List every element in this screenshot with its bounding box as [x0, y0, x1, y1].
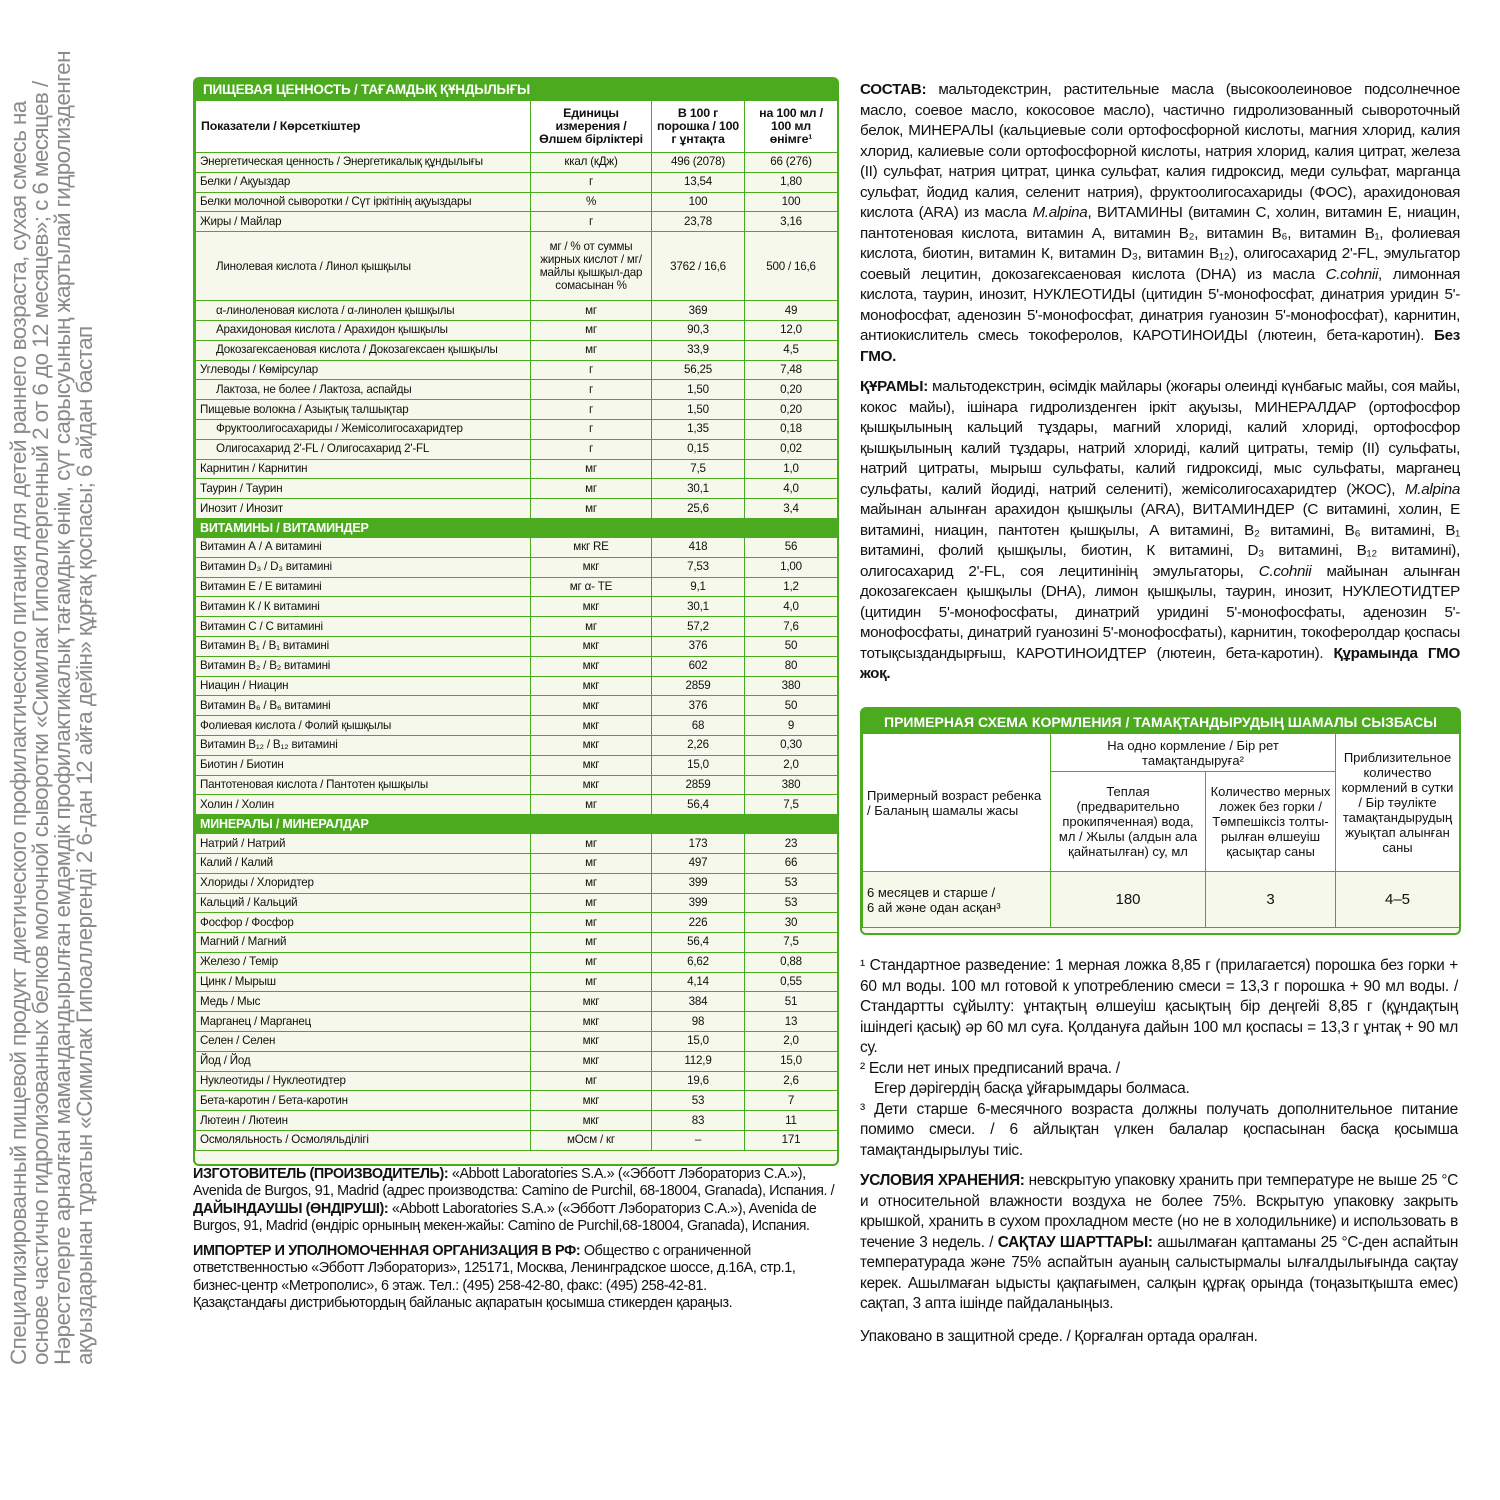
composition-ru-gmo: Без ГМО.: [860, 327, 1460, 365]
nutrient-name: Энергетическая ценность / Энергетикалық құндылығы: [196, 153, 531, 173]
nutrient-name: Бета-каротин / Бета-каротин: [196, 1091, 531, 1111]
composition-ru-text-c: , лимонная кислота, таурин, инозит, НУКЛЕОТИДЫ (цитидин 5'-монофосфат, динатрия уридин 5'-монофосфат, аденозин 5'-монофосфат, динатрия гуанозин 5'-монофосфат), карнитин, антиокислитель смесь токоферолов, КАРОТИНОИДЫ (лютеин, бета-каротин).: [860, 265, 1460, 344]
nutrient-per-100g: 1,50: [652, 400, 745, 420]
side-line-4: ақуыздарынан тұратын «Симилак Гипоаллергенді 2 6-дан 12 айға дейін» құрғақ қоспасы; 6 айдан бастап: [72, 326, 97, 1365]
nutrient-unit: мг α- TE: [531, 577, 652, 597]
nutrient-name: Медь / Мыс: [196, 992, 531, 1012]
nutrient-unit: мОсм / кг: [531, 1131, 652, 1151]
nutrient-name: Инозит / Инозит: [196, 499, 531, 519]
nutrient-per-100g: 68: [652, 716, 745, 736]
nutrient-per-100ml: 1,00: [745, 557, 838, 577]
nutrient-name: Витамин D₃ / D₃ витамині: [196, 557, 531, 577]
table-row: [196, 400, 838, 420]
nutrient-per-100g: 15,0: [652, 755, 745, 775]
nutrient-per-100g: 112,9: [652, 1051, 745, 1071]
feeding-per-feed-header: На одно кормление / Бір рет тамақтандыруға²: [1051, 734, 1336, 772]
nutrient-per-100ml: 49: [745, 301, 838, 321]
nutrient-per-100g: 226: [652, 913, 745, 933]
table-row: [196, 597, 838, 617]
header-unit: Единицы измерения / Өлшем бірліктері: [531, 101, 652, 153]
nutrient-name: Лютеин / Лютеин: [196, 1111, 531, 1131]
nutrient-unit: г: [531, 212, 652, 232]
nutrient-name: Осмоляльность / Осмоляльділігі: [196, 1131, 531, 1151]
nutrient-per-100ml: 80: [745, 656, 838, 676]
producer-label: ДАЙЫНДАУШЫ (ӨНДІРУШІ):: [193, 1200, 389, 1217]
nutrient-unit: мг: [531, 952, 652, 972]
manufacturer-text: «Abbott Laboratories S.A.» («Эбботт Лэбораториз С.А.»), Avenida de Burgos, 91, Madrid (адрес производства: Camino de Purchil, 68-18004, Granada), Испания. /: [193, 1166, 835, 1200]
nutrient-per-100g: 2859: [652, 676, 745, 696]
nutrient-unit: мкг: [531, 716, 652, 736]
nutrient-per-100ml: 13: [745, 1012, 838, 1032]
feeding-spoons-value: 3: [1206, 872, 1336, 928]
table-row: [196, 537, 838, 557]
nutrient-per-100g: 376: [652, 696, 745, 716]
composition-ru-text-b: , ВИТАМИНЫ (витамин С, холин, витамин Е, ниацин, пантотеновая кислота, витамин А, витамин В₂, витамин В₆, витамин В₁, фолиевая кислота, биотин, витамин К, витамин D₃, витамин В₁₂), олигосахарид 2'-FL, эмульгатор соевый лецитин, докозагексаеновая кислота (DHA) из масла: [860, 204, 1460, 283]
nutrient-per-100g: 30,1: [652, 597, 745, 617]
importer-label: ИМПОРТЕР И УПОЛНОМОЧЕННАЯ ОРГАНИЗАЦИЯ В РФ:: [193, 1243, 581, 1260]
nutrient-per-100g: 399: [652, 893, 745, 913]
manufacturer-paragraph: [193, 1166, 838, 1235]
nutrient-name: Марганец / Марганец: [196, 1012, 531, 1032]
section-row: [196, 518, 838, 537]
footnote-1: ¹ Стандартное разведение: 1 мерная ложка 8,85 г (прилагается) порошка без горки + 60 мл воды. 100 мл готовой к употреблению смеси = 13,3 г порошка + 90 мл воды. / Стандартты сұйылту: ұнтақтың өлшеуіш қасықтың бір деңгейі 8,85 г (құндақтың ішіндегі қасық) әр 60 мл суға. Қолдануға дайын 100 мл қоспасы = 13,3 г ұнтақ + 90 мл су.: [860, 957, 1458, 1056]
nutrient-unit: мг: [531, 853, 652, 873]
nutrient-per-100g: 173: [652, 834, 745, 854]
storage-kz-text: ашылмаған қаптаманы 25 °С-ден аспайтын температурада және 75% аспайтын ауаның салыстырмалы ылғалдылығында сақтау керек. Ашылмаған ыдысты қақпағымен, салқын құрғақ орында (тоңазытқышта емес) сақтап, 3 апта ішінде пайдаланыңыз.: [860, 1233, 1458, 1312]
nutrient-unit: г: [531, 380, 652, 400]
importer-paragraph: [193, 1243, 838, 1312]
feeding-age-header: Примерный возраст ребенка / Баланың шамалы жасы: [863, 734, 1051, 872]
nutrient-per-100ml: 51: [745, 992, 838, 1012]
table-row: [196, 636, 838, 656]
composition-block: [860, 80, 1460, 695]
nutrient-name: Нуклеотиды / Нуклеотидтер: [196, 1071, 531, 1091]
nutrient-per-100g: 2859: [652, 775, 745, 795]
nutrient-per-100ml: 171: [745, 1131, 838, 1151]
composition-kz-label: ҚҰРАМЫ:: [860, 378, 928, 395]
packed-note: Упаковано в защитной среде. / Қорғалған ортада оралған.: [860, 1327, 1258, 1345]
table-row: [196, 656, 838, 676]
nutrient-per-100ml: 15,0: [745, 1051, 838, 1071]
nutrient-per-100g: 100: [652, 192, 745, 212]
nutrient-unit: г: [531, 439, 652, 459]
nutrient-per-100ml: 4,5: [745, 340, 838, 360]
table-row: [196, 192, 838, 212]
nutrient-name: Холин / Холин: [196, 795, 531, 815]
nutrient-unit: мг: [531, 873, 652, 893]
nutrient-per-100ml: 7,6: [745, 617, 838, 637]
nutrient-per-100g: 13,54: [652, 172, 745, 192]
nutrient-per-100g: 98: [652, 1012, 745, 1032]
nutrient-per-100ml: 30: [745, 913, 838, 933]
nutrient-unit: мкг: [531, 597, 652, 617]
nutrient-name: Пантотеновая кислота / Пантотен қышқылы: [196, 775, 531, 795]
nutrient-per-100ml: 7,48: [745, 360, 838, 380]
table-row: [196, 617, 838, 637]
nutrient-name: Белки молочной сыворотки / Сүт іркітінің ақуыздары: [196, 192, 531, 212]
table-row: [196, 499, 838, 519]
nutrient-name: Витамин С / С витамині: [196, 617, 531, 637]
nutrient-unit: мг: [531, 320, 652, 340]
header-per-100ml: на 100 мл / 100 мл өнімге¹: [745, 101, 838, 153]
nutrient-per-100g: 399: [652, 873, 745, 893]
feeding-water-value: 180: [1051, 872, 1206, 928]
table-row: [196, 913, 838, 933]
footnote-2b: Егер дәрігердің басқа ұйғарымдары болмаса.: [874, 1080, 1190, 1097]
table-row: [196, 1111, 838, 1131]
nutrient-per-100ml: 50: [745, 696, 838, 716]
nutrient-per-100g: 602: [652, 656, 745, 676]
nutrient-per-100ml: 1,80: [745, 172, 838, 192]
composition-kz-italic-2: C.cohnii: [1258, 562, 1312, 580]
nutrient-per-100ml: 11: [745, 1111, 838, 1131]
nutrient-per-100ml: 2,6: [745, 1071, 838, 1091]
side-product-description: [6, 51, 168, 1365]
nutrient-unit: г: [531, 419, 652, 439]
nutrient-unit: мг: [531, 459, 652, 479]
nutrient-name: Докозагексаеновая кислота / Докозагексаен қышқылы: [196, 340, 531, 360]
feeding-title: ПРИМЕРНАЯ СХЕМА КОРМЛЕНИЯ / ТАМАҚТАНДЫРУДЫҢ ШАМАЛЫ СЫЗБАСЫ: [862, 709, 1459, 733]
nutrient-name: Биотин / Биотин: [196, 755, 531, 775]
nutrient-per-100ml: 4,0: [745, 597, 838, 617]
nutrient-per-100g: 9,1: [652, 577, 745, 597]
nutrient-name: Витамин В₁ / В₁ витамині: [196, 636, 531, 656]
side-line-3: Нәрестелерге арналған мамандандырылған емдәмдік профилактикалық тағамдық өнім, сүт сарысуының жартылай гидролизденген: [50, 51, 75, 1365]
nutrient-unit: мг: [531, 301, 652, 321]
table-row: [196, 212, 838, 232]
feeding-scheme-table: [860, 707, 1461, 935]
nutrient-per-100ml: 3,16: [745, 212, 838, 232]
nutrient-unit: мг: [531, 795, 652, 815]
storage-kz-label: САҚТАУ ШАРТТАРЫ:: [997, 1233, 1153, 1251]
nutrient-per-100ml: 2,0: [745, 1032, 838, 1052]
nutrient-unit: г: [531, 360, 652, 380]
nutrient-per-100g: 19,6: [652, 1071, 745, 1091]
storage-block: [860, 1171, 1458, 1359]
nutrient-per-100g: 497: [652, 853, 745, 873]
nutrient-per-100g: 1,50: [652, 380, 745, 400]
table-row: [196, 419, 838, 439]
nutrient-name: Витамин В₁₂ / В₁₂ витамині: [196, 735, 531, 755]
nutrient-unit: мкг: [531, 1051, 652, 1071]
table-row: [196, 952, 838, 972]
nutrient-unit: мг: [531, 479, 652, 499]
table-row: [196, 577, 838, 597]
nutrient-per-100ml: 1,0: [745, 459, 838, 479]
footnotes: [860, 956, 1458, 1161]
nutrient-name: Фолиевая кислота / Фолий қышқылы: [196, 716, 531, 736]
nutrition-table: [193, 77, 839, 1166]
composition-kz-text-c: майынан алынған докозагексаен қышқылы (DHA), лимон қышқылы, таурин, инозит, НУКЛЕОТИДТЕР (цитидин 5'-монофосфаты, динатрий уридині 5'-монофосфаты, аденозин 5'-монофосфаты, динатрий гуанозині 5'-монофосфаты), карнитин, токоферолдар қоспасы тотықсыздандырғыш, КАРОТИНОИДТЕР (лютеин, бета-каротин).: [860, 562, 1460, 662]
nutrient-per-100g: 56,4: [652, 933, 745, 953]
distributor-note: Қазақстандағы дистрибьютордың байланыс ақпаратын қосымша стикерден қараңыз.: [193, 1295, 733, 1312]
feeding-spoons-header: Количество мерных ложек без горки / Төмпешіксіз толты-рылған өлшеуіш қасықтар саны: [1206, 772, 1336, 872]
nutrient-unit: мкг: [531, 557, 652, 577]
table-row: [196, 232, 838, 301]
feeding-count-header: Приблизительное количество кормлений в сутки / Бір тәулікте тамақтандырудың жуықтап алынған саны: [1336, 734, 1460, 872]
feeding-age-value-b: 6 ай және одан асқан³: [867, 899, 1001, 915]
nutrient-name: Хлориды / Хлоридтер: [196, 873, 531, 893]
nutrient-name: Жиры / Майлар: [196, 212, 531, 232]
minerals-section-title: МИНЕРАЛЫ / МИНЕРАЛДАР: [196, 815, 838, 834]
composition-ru: [860, 80, 1460, 367]
nutrient-unit: мг: [531, 499, 652, 519]
table-row: [196, 775, 838, 795]
nutrient-unit: мкг: [531, 1091, 652, 1111]
nutrient-per-100ml: 56: [745, 537, 838, 557]
nutrient-name: Углеводы / Көмірсулар: [196, 360, 531, 380]
nutrient-per-100g: 384: [652, 992, 745, 1012]
nutrient-unit: мг: [531, 933, 652, 953]
nutrient-per-100ml: 380: [745, 676, 838, 696]
composition-kz-text-a: мальтодекстрин, өсімдік майлары (жоғары олеинді күнбағыс майы, соя майы, кокос майы), ішінара гидролизденген іркіт ақуызы, МИНЕРАЛДАР (ортофосфор қышқылының кальций тұздары, магний хлориді, калий хлориді, ортофосфор қышқылының калий тұздары, натрий хлориді, калий цитраты, темір (II) сульфаты, натрий цитраты, мырыш сульфаты, калий гидроксиді, мыс сульфаты, марганец сульфаты, калий йодиді, натрий селениті), жемісолигосахаридтер (ЖОС),: [860, 378, 1460, 498]
composition-kz-gmo: Құрамында ГМО жоқ.: [860, 644, 1460, 682]
nutrient-per-100g: 0,15: [652, 439, 745, 459]
producer-text: «Abbott Laboratories S.A.» («Эбботт Лэбораториз С.А.»), Avenida de Burgos, 91, Madrid (өндіріс орнының мекен-жайы: Camino de Purchil,68-18004, Granada), Испания.: [193, 1200, 817, 1234]
table-row: [196, 1091, 838, 1111]
nutrient-name: Цинк / Мырыш: [196, 972, 531, 992]
nutrient-name: Пищевые волокна / Азықтық талшықтар: [196, 400, 531, 420]
table-row: [196, 153, 838, 173]
table-row: [196, 735, 838, 755]
nutrient-name: α-линоленовая кислота / α-линолен қышқылы: [196, 301, 531, 321]
manufacturer-block: [193, 1166, 838, 1320]
composition-ru-italic-1: M.alpina: [1032, 204, 1088, 221]
nutrient-per-100ml: 7,5: [745, 933, 838, 953]
nutrient-per-100g: 83: [652, 1111, 745, 1131]
nutrient-per-100g: 90,3: [652, 320, 745, 340]
composition-kz-text-b: майынан алынған арахидон қышқылы (ARA), ВИТАМИНДЕР (С витамині, холин, Е витамині, ниацин, пантотен қышқылы, А витамині, В₂ витамині, В₆ витамині, В₁ витамині, фолий қышқылы, биотин, К витамині, D₃ витамині, В₁₂ витамині), олигосахарид 2'-FL, соя лецитинінің эмульгаторы,: [860, 501, 1460, 580]
table-row: [196, 1012, 838, 1032]
nutrient-per-100ml: 66: [745, 853, 838, 873]
nutrient-unit: мг: [531, 834, 652, 854]
table-row: [196, 834, 838, 854]
table-row: [196, 479, 838, 499]
nutrient-name: Ниацин / Ниацин: [196, 676, 531, 696]
nutrient-per-100ml: 2,0: [745, 755, 838, 775]
nutrient-unit: мкг: [531, 992, 652, 1012]
nutrient-name: Витамин В₂ / В₂ витамині: [196, 656, 531, 676]
nutrient-per-100g: 3762 / 16,6: [652, 232, 745, 301]
nutrient-per-100g: 57,2: [652, 617, 745, 637]
nutrient-per-100ml: 53: [745, 893, 838, 913]
nutrient-name: Витамин К / К витамині: [196, 597, 531, 617]
table-row: [196, 301, 838, 321]
feeding-age-value: [863, 872, 1051, 928]
table-row: [196, 933, 838, 953]
nutrient-per-100ml: 1,2: [745, 577, 838, 597]
feeding-count-value: 4–5: [1336, 872, 1460, 928]
table-row: [196, 1131, 838, 1151]
nutrient-per-100ml: 9: [745, 716, 838, 736]
nutrient-per-100g: 56,25: [652, 360, 745, 380]
footnote-3: ³ Дети старше 6-месячного возраста должны получать дополнительное питание помимо смеси. / 6 айлықтан үлкен балалар қоспасынан басқа қосымша тамақтандырылуы тиіс.: [860, 1100, 1458, 1159]
feeding-age-value-a: 6 месяцев и старше /: [867, 884, 996, 900]
nutrient-name: Йод / Йод: [196, 1051, 531, 1071]
table-row: [196, 676, 838, 696]
importer-text: Общество с ограниченной ответственностью «Эбботт Лэбораториз», 125171, Москва, Ленинградское шоссе, д.16А, стр.1, бизнес-центр «Метрополис», 6 этаж. Тел.: (495) 258-42-80, факс: (495) 258-42-81.: [193, 1243, 796, 1294]
table-row: [196, 340, 838, 360]
nutrient-per-100ml: 66 (276): [745, 153, 838, 173]
nutrient-per-100g: 418: [652, 537, 745, 557]
table-row: [196, 172, 838, 192]
header-per-100g: В 100 г порошка / 100 г ұнтақта: [652, 101, 745, 153]
nutrient-per-100ml: 23: [745, 834, 838, 854]
nutrient-unit: мкг: [531, 755, 652, 775]
nutrition-title: ПИЩЕВАЯ ЦЕННОСТЬ / ТАҒАМДЫҚ ҚҰНДЫЛЫҒЫ: [195, 79, 837, 100]
nutrient-per-100ml: 0,30: [745, 735, 838, 755]
nutrient-per-100g: 1,35: [652, 419, 745, 439]
nutrient-per-100g: 25,6: [652, 499, 745, 519]
storage-ru-text: невскрытую упаковку хранить при температуре не выше 25 °С и относительной влажности воздуха не более 75%. Вскрытую упаковку закрыть крышкой, хранить в сухом прохладном месте (но не в холодильнике) и использовать в течение 3 недель. /: [860, 1172, 1458, 1251]
nutrient-per-100g: –: [652, 1131, 745, 1151]
table-row: [196, 873, 838, 893]
nutrient-unit: мкг: [531, 775, 652, 795]
nutrient-per-100ml: 4,0: [745, 479, 838, 499]
nutrient-name: Калий / Калий: [196, 853, 531, 873]
nutrient-unit: мкг: [531, 1012, 652, 1032]
nutrient-name: Селен / Селен: [196, 1032, 531, 1052]
nutrient-name: Фосфор / Фосфор: [196, 913, 531, 933]
nutrient-per-100ml: 380: [745, 775, 838, 795]
nutrient-unit: мкг: [531, 636, 652, 656]
nutrient-unit: мкг: [531, 696, 652, 716]
nutrient-per-100ml: 0,55: [745, 972, 838, 992]
nutrient-name: Олигосахарид 2'-FL / Олигосахарид 2'-FL: [196, 439, 531, 459]
nutrient-per-100ml: 50: [745, 636, 838, 656]
nutrient-per-100ml: 0,18: [745, 419, 838, 439]
composition-ru-label: СОСТАВ:: [860, 81, 927, 98]
side-line-2: основе частично гидролизованных белков молочной сыворотки «Симилак Гипоаллергенный 2 от 6 до 12 месяцев»; с 6 месяцев /: [28, 81, 53, 1365]
nutrient-per-100g: 496 (2078): [652, 153, 745, 173]
nutrient-unit: мкг: [531, 1032, 652, 1052]
table-row: [196, 557, 838, 577]
table-row: [196, 853, 838, 873]
nutrient-name: Белки / Ақуыздар: [196, 172, 531, 192]
nutrient-per-100ml: 0,88: [745, 952, 838, 972]
nutrient-unit: мг: [531, 340, 652, 360]
nutrient-per-100ml: 0,02: [745, 439, 838, 459]
table-row: [196, 320, 838, 340]
nutrient-unit: мг: [531, 913, 652, 933]
composition-ru-text-a: мальтодекстрин, растительные масла (высокоолеиновое подсолнечное масло, соевое масло, кокосовое масло), частично гидролизованный сывороточный белок, МИНЕРАЛЫ (кальциевые соли ортофосфорной кислоты, магния хлорид, калия хлорид, калиевые соли ортофосфорной кислоты, натрия хлорид, калия цитрат, железа (II) сульфат, натрия цитрат, цинка сульфат, калия гидроксид, меди сульфат, марганца сульфат, йодид калия, селенит натрия), фруктоолигосахариды (ФОС), арахидоновая кислота (ARA) из масла: [860, 81, 1460, 221]
nutrient-unit: ккал (кДж): [531, 153, 652, 173]
nutrient-name: Магний / Магний: [196, 933, 531, 953]
vitamins-section-title: ВИТАМИНЫ / ВИТАМИНДЕР: [196, 518, 838, 537]
nutrient-per-100ml: 53: [745, 873, 838, 893]
nutrient-unit: мкг RE: [531, 537, 652, 557]
nutrient-name: Натрий / Натрий: [196, 834, 531, 854]
nutrient-per-100ml: 12,0: [745, 320, 838, 340]
nutrient-name: Железо / Темір: [196, 952, 531, 972]
table-row: [196, 360, 838, 380]
nutrient-name: Фруктоолигосахариды / Жемісолигосахаридтер: [196, 419, 531, 439]
table-row: [196, 1051, 838, 1071]
nutrient-per-100g: 376: [652, 636, 745, 656]
nutrient-unit: %: [531, 192, 652, 212]
nutrient-name: Кальций / Кальций: [196, 893, 531, 913]
nutrient-name: Таурин / Таурин: [196, 479, 531, 499]
nutrient-per-100ml: 100: [745, 192, 838, 212]
nutrient-name: Лактоза, не более / Лактоза, аспайды: [196, 380, 531, 400]
nutrient-unit: мг: [531, 617, 652, 637]
nutrient-per-100g: 369: [652, 301, 745, 321]
table-row: [196, 972, 838, 992]
nutrient-unit: мкг: [531, 1111, 652, 1131]
header-indicator: Показатели / Көрсеткіштер: [196, 101, 531, 153]
table-row: [196, 755, 838, 775]
nutrient-per-100ml: 0,20: [745, 400, 838, 420]
storage-ru-label: УСЛОВИЯ ХРАНЕНИЯ:: [860, 1172, 1025, 1189]
nutrient-unit: мг / % от суммы жирных кислот / мг/ майлы қышқыл-дар сомасынан %: [531, 232, 652, 301]
table-row: [196, 696, 838, 716]
table-row: [196, 992, 838, 1012]
nutrient-per-100ml: 7,5: [745, 795, 838, 815]
nutrient-name: Витамин Е / Е витамині: [196, 577, 531, 597]
storage-paragraph: [860, 1171, 1458, 1315]
nutrient-per-100g: 53: [652, 1091, 745, 1111]
nutrient-per-100g: 7,5: [652, 459, 745, 479]
composition-kz-italic-1: M.alpina: [1404, 480, 1460, 498]
nutrient-name: Линолевая кислота / Линол қышқылы: [196, 232, 531, 301]
table-row: [196, 1032, 838, 1052]
table-row: [196, 1071, 838, 1091]
nutrient-name: Витамин А / А витамині: [196, 537, 531, 557]
nutrient-unit: мкг: [531, 676, 652, 696]
table-row: [196, 893, 838, 913]
table-row: [196, 439, 838, 459]
nutrient-unit: мкг: [531, 656, 652, 676]
nutrient-unit: мг: [531, 893, 652, 913]
composition-ru-italic-2: C.cohnii: [1325, 265, 1379, 283]
nutrient-per-100ml: 7: [745, 1091, 838, 1111]
nutrient-unit: мг: [531, 1071, 652, 1091]
nutrient-unit: мг: [531, 972, 652, 992]
nutrient-name: Витамин В₆ / В₆ витамині: [196, 696, 531, 716]
table-row: [196, 380, 838, 400]
nutrient-per-100g: 15,0: [652, 1032, 745, 1052]
nutrient-per-100g: 56,4: [652, 795, 745, 815]
nutrient-per-100g: 2,26: [652, 735, 745, 755]
side-line-1: Специализированный пищевой продукт диетического профилактического питания для детей раннего возраста, сухая смесь на: [6, 101, 31, 1365]
section-row: [196, 815, 838, 834]
nutrient-name: Арахидоновая кислота / Арахидон қышқылы: [196, 320, 531, 340]
nutrient-name: Карнитин / Карнитин: [196, 459, 531, 479]
table-row: [196, 795, 838, 815]
feeding-water-header: Теплая (предварительно прокипяченная) вода, мл / Жылы (алдын ала қайнатылған) су, мл: [1051, 772, 1206, 872]
nutrient-per-100ml: 0,20: [745, 380, 838, 400]
nutrient-per-100g: 6,62: [652, 952, 745, 972]
footnote-2a: ² Если нет иных предписаний врача. /: [860, 1059, 1120, 1077]
nutrient-per-100g: 23,78: [652, 212, 745, 232]
nutrient-per-100ml: 3,4: [745, 499, 838, 519]
table-row: [196, 459, 838, 479]
nutrient-per-100g: 4,14: [652, 972, 745, 992]
nutrient-unit: г: [531, 400, 652, 420]
manufacturer-label: ИЗГОТОВИТЕЛЬ (ПРОИЗВОДИТЕЛЬ):: [193, 1166, 449, 1182]
nutrient-per-100ml: 500 / 16,6: [745, 232, 838, 301]
table-row: [196, 716, 838, 736]
nutrient-per-100g: 7,53: [652, 557, 745, 577]
nutrient-per-100g: 30,1: [652, 479, 745, 499]
composition-kz: [860, 377, 1460, 685]
nutrient-per-100g: 33,9: [652, 340, 745, 360]
nutrient-unit: мкг: [531, 735, 652, 755]
nutrient-unit: г: [531, 172, 652, 192]
